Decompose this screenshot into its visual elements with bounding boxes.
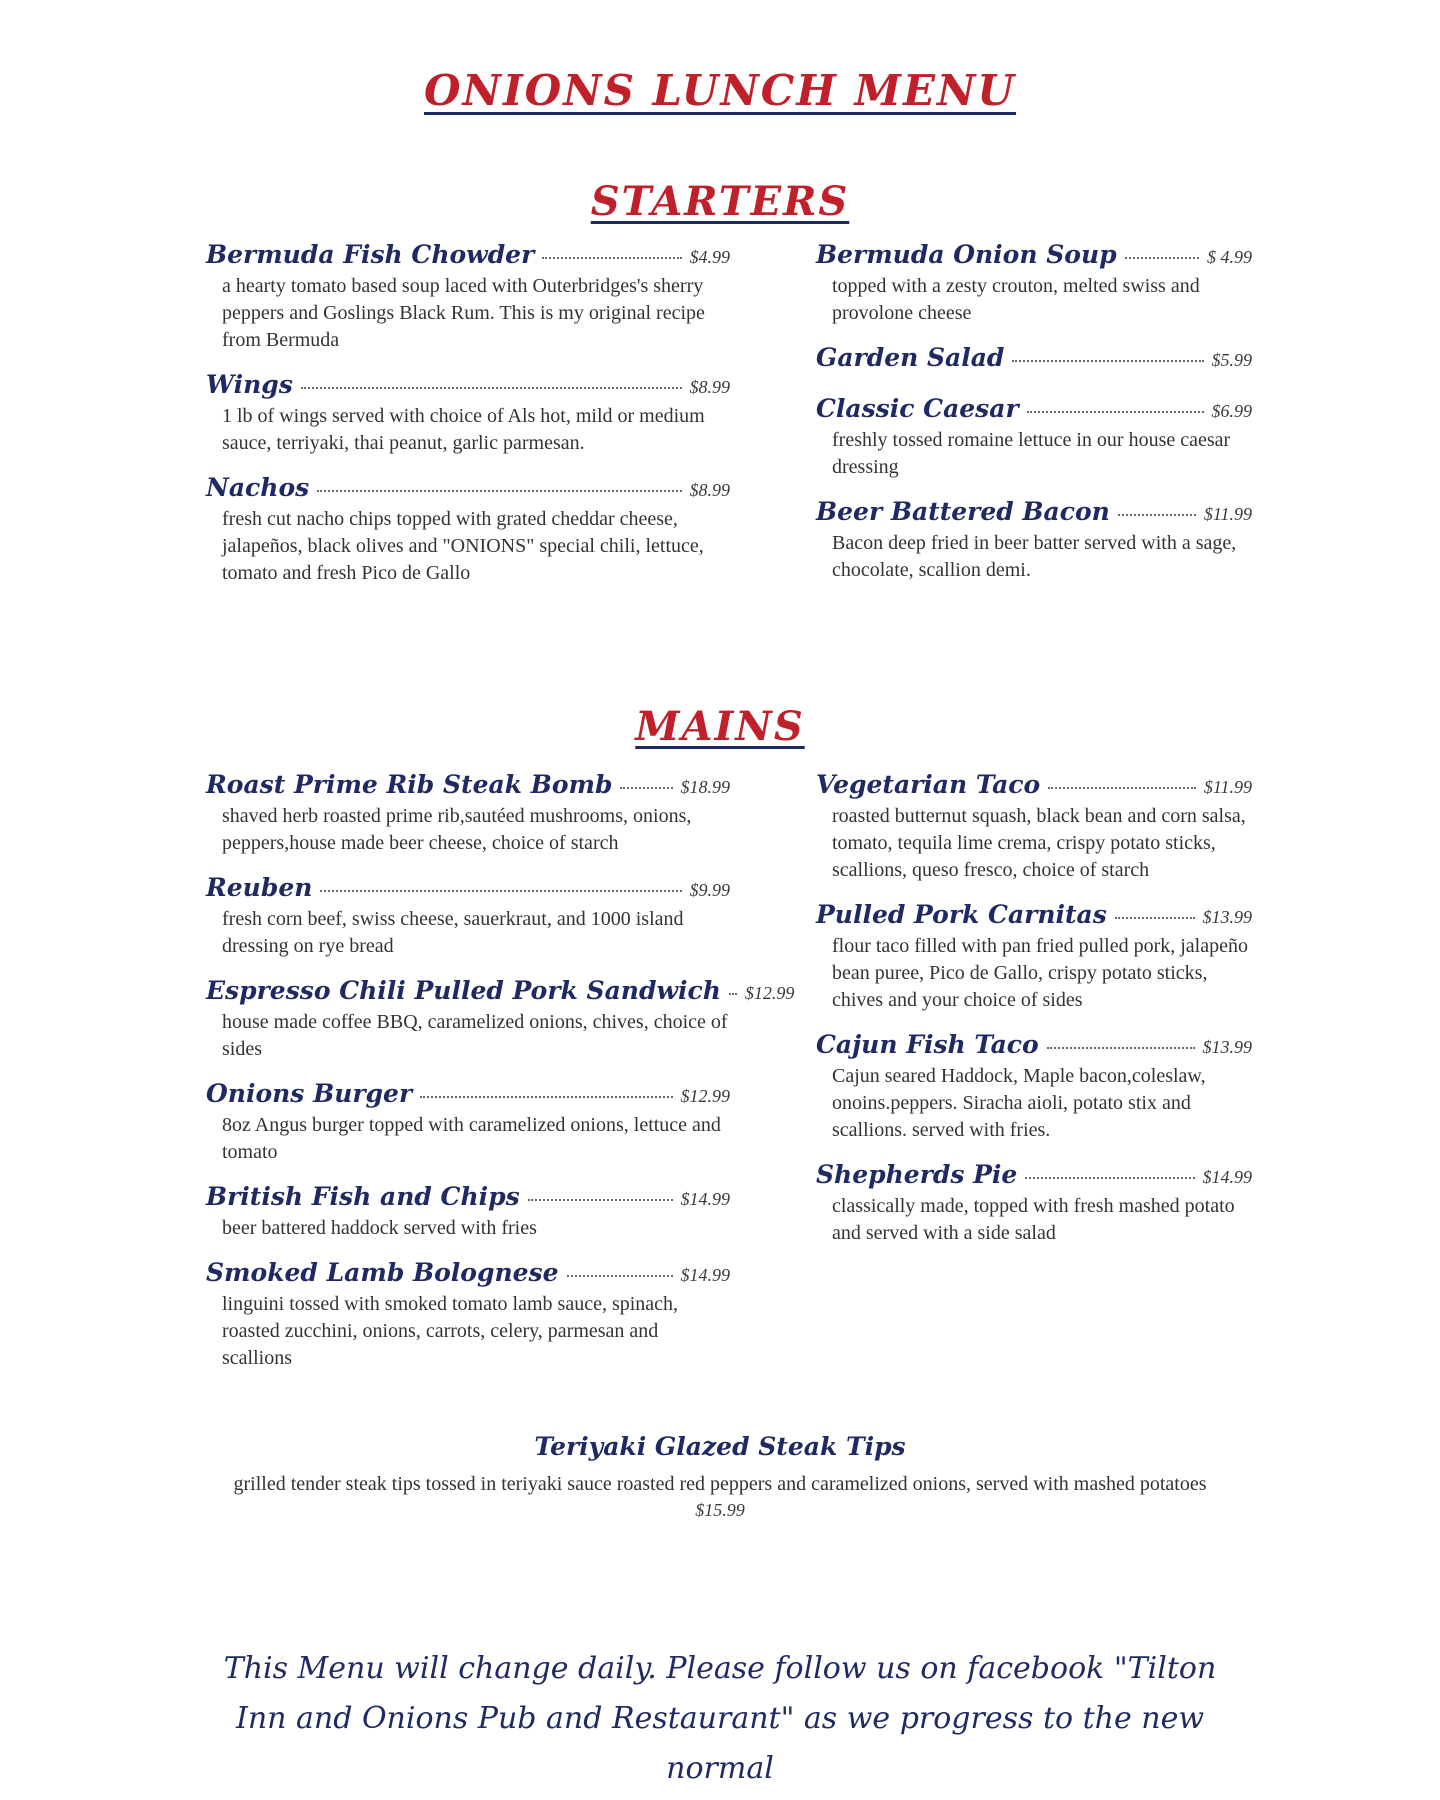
item-name: Pulled Pork Carnitas (816, 900, 1107, 929)
featured-item-description: grilled tender steak tips tossed in teriyaki sauce roasted red peppers and caramelized onions, served with mashed potatoes (233, 1473, 1207, 1495)
dot-leader (1027, 411, 1204, 413)
dot-leader (1025, 1177, 1194, 1179)
menu-item (206, 873, 730, 960)
item-description: house made coffee BBQ, caramelized onions, chives, choice of sides (222, 1011, 728, 1060)
item-price: $13.99 (1202, 1037, 1252, 1057)
item-name: Onions Burger (206, 1079, 413, 1108)
menu-item (816, 1160, 1252, 1247)
menu-item (206, 1258, 730, 1372)
item-description: beer battered haddock served with fries (222, 1217, 537, 1239)
menu-item (816, 240, 1252, 327)
item-description: Cajun seared Haddock, Maple bacon,coleslaw, onoins.peppers. Siracha aioli, potato stix and scallions. served with fries. (832, 1065, 1206, 1141)
item-name: Beer Battered Bacon (816, 497, 1110, 526)
item-description: linguini tossed with smoked tomato lamb sauce, spinach, roasted zucchini, onions, carrots, celery, parmesan and scallions (222, 1293, 679, 1369)
item-name: Bermuda Fish Chowder (206, 240, 535, 269)
dot-leader (1115, 917, 1195, 919)
item-price: $9.99 (689, 880, 730, 900)
starters-heading (0, 178, 1440, 225)
item-description: a hearty tomato based soup laced with Outerbridges's sherry peppers and Goslings Black Rum. This is my original recipe from Bermuda (222, 275, 705, 351)
starters-heading-text: STARTERS (590, 178, 850, 225)
item-name: Roast Prime Rib Steak Bomb (206, 770, 613, 799)
item-price: $18.99 (680, 777, 730, 797)
dot-leader (317, 490, 681, 492)
dot-leader (1125, 257, 1199, 259)
item-name: Wings (206, 370, 293, 399)
menu-item (206, 370, 730, 457)
item-description: freshly tossed romaine lettuce in our house caesar dressing (832, 429, 1231, 478)
mains-right-column (816, 770, 1252, 1247)
item-description: flour taco filled with pan fried pulled pork, jalapeño bean puree, Pico de Gallo, crispy potato sticks, chives and your choice of sides (832, 935, 1248, 1011)
featured-item-price: $15.99 (695, 1500, 745, 1520)
dot-leader (729, 993, 737, 995)
item-price: $14.99 (1202, 1167, 1252, 1187)
dot-leader (420, 1096, 672, 1098)
item-price: $14.99 (680, 1189, 730, 1209)
menu-item (206, 770, 730, 857)
menu-item (206, 976, 795, 1063)
item-price: $ 4.99 (1207, 247, 1252, 267)
item-name: British Fish and Chips (206, 1182, 520, 1211)
menu-item (206, 1182, 730, 1242)
menu-item (206, 240, 730, 354)
menu-item (206, 1079, 730, 1166)
item-description: Bacon deep fried in beer batter served with a sage, chocolate, scallion demi. (832, 532, 1237, 581)
item-name: Garden Salad (816, 343, 1005, 372)
item-price: $8.99 (689, 480, 730, 500)
item-description: fresh cut nacho chips topped with grated cheddar cheese, jalapeños, black olives and "ONIONS" special chili, lettuce, tomato and fresh Pico de Gallo (222, 508, 704, 584)
dot-leader (542, 257, 681, 259)
starters-left-column (206, 240, 730, 587)
menu-title-text: ONIONS LUNCH MENU (423, 66, 1017, 115)
dot-leader (301, 387, 682, 389)
dot-leader (1012, 360, 1203, 362)
item-name: Vegetarian Taco (816, 770, 1041, 799)
dot-leader (1047, 1047, 1195, 1049)
item-price: $5.99 (1211, 350, 1252, 370)
item-description: roasted butternut squash, black bean and corn salsa, tomato, tequila lime crema, crispy potato sticks, scallions, queso fresco, choice of starch (832, 805, 1246, 881)
dot-leader (567, 1275, 673, 1277)
menu-item (816, 900, 1252, 1014)
menu-item (816, 1030, 1252, 1144)
menu-item (816, 394, 1252, 481)
featured-item (0, 1432, 1440, 1521)
dot-leader (528, 1199, 673, 1201)
item-price: $11.99 (1203, 504, 1252, 524)
item-price: $4.99 (689, 247, 730, 267)
menu-item (816, 497, 1252, 584)
item-name: Shepherds Pie (816, 1160, 1018, 1189)
mains-heading (0, 703, 1440, 750)
item-price: $11.99 (1203, 777, 1252, 797)
dot-leader (1118, 514, 1196, 516)
dot-leader (320, 890, 681, 892)
item-name: Bermuda Onion Soup (816, 240, 1117, 269)
item-description: 1 lb of wings served with choice of Als hot, mild or medium sauce, terriyaki, thai peanut, garlic parmesan. (222, 405, 705, 454)
item-price: $14.99 (680, 1265, 730, 1285)
menu-item (816, 343, 1252, 372)
item-price: $12.99 (744, 983, 795, 1003)
item-price: $8.99 (689, 377, 730, 397)
starters-right-column (816, 240, 1252, 584)
item-description: shaved herb roasted prime rib,sautéed mushrooms, onions, peppers,house made beer cheese, choice of starch (222, 805, 692, 854)
item-price: $6.99 (1211, 401, 1252, 421)
item-name: Reuben (206, 873, 313, 902)
item-name: Classic Caesar (816, 394, 1019, 423)
item-description: topped with a zesty crouton, melted swiss and provolone cheese (832, 275, 1200, 324)
menu-title (0, 66, 1440, 115)
item-price: $12.99 (680, 1086, 730, 1106)
item-name: Cajun Fish Taco (816, 1030, 1039, 1059)
mains-left-column (206, 770, 795, 1372)
item-name: Smoked Lamb Bolognese (206, 1258, 559, 1287)
featured-item-name: Teriyaki Glazed Steak Tips (534, 1432, 906, 1461)
dot-leader (1048, 787, 1196, 789)
item-description: 8oz Angus burger topped with caramelized onions, lettuce and tomato (222, 1114, 721, 1163)
footer-note: This Menu will change daily. Please follow us on facebook "Tilton Inn and Onions Pub and Restaurant" as we progress to the new normal (223, 1651, 1217, 1786)
item-description: classically made, topped with fresh mashed potato and served with a side salad (832, 1195, 1235, 1244)
dot-leader (620, 787, 672, 789)
mains-heading-text: MAINS (635, 703, 805, 750)
item-price: $13.99 (1202, 907, 1252, 927)
item-name: Nachos (206, 473, 310, 502)
menu-item (816, 770, 1252, 884)
menu-item (206, 473, 730, 587)
item-description: fresh corn beef, swiss cheese, sauerkraut, and 1000 island dressing on rye bread (222, 908, 684, 957)
item-name: Espresso Chili Pulled Pork Sandwich (206, 976, 721, 1005)
